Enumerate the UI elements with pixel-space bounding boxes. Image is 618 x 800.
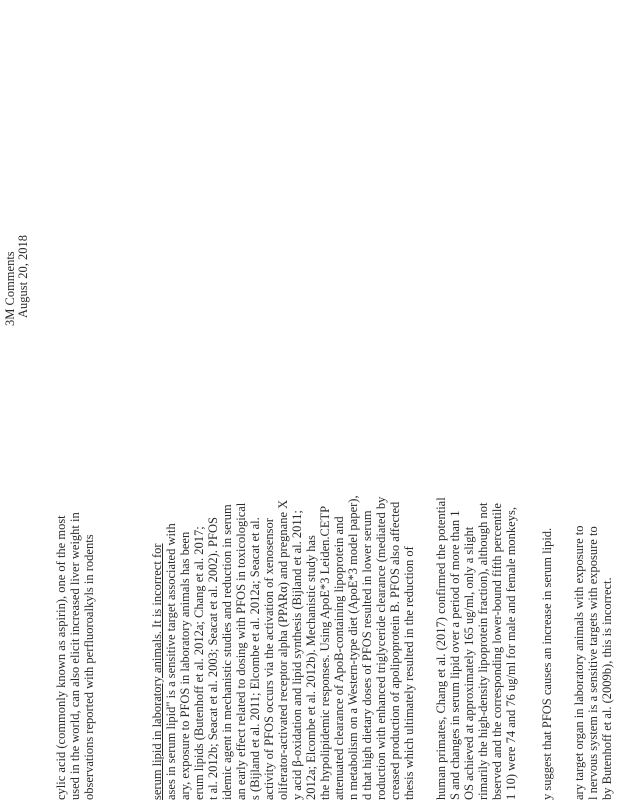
text-line: attenuated clearance of ApoB-containing lipoprotein and [332,516,346,800]
text-line: rimarily the high-density lipoprotein fraction), although not [476,502,490,800]
text-line: 2012a; Elcombe et al. 2012b). Mechanistic study has [304,535,318,800]
text-line: cylic acid (commonly known as aspirin), one of the most [54,515,68,800]
text-line: the hypolipidemic responses. Using ApoE*3 Leiden.CETP [318,505,332,800]
text-line: idemic agent in mechanistic studies and reduction in serum [220,504,234,800]
text-line: n metabolism on a Western-type diet (ApoE*3 model paper), [346,495,360,800]
text-line: y suggest that PFOS causes an increase in serum lipid. [540,527,554,800]
text-line: by Butenhoff et al. (2009b), this is incorrect. [600,577,614,800]
text-line: human primates, Chang et al. (2017) confirmed the potential [434,497,448,800]
text-line: oliferator-activated receptor alpha (PPARα) and pregnane X [276,499,290,800]
text-line: ary target organ in laboratory animals with exposure to [572,525,586,800]
text-line: an early effect related to dosing with PFOS in toxicological [234,502,248,800]
text-line: ary, exposure to PFOS in laboratory animals has been [178,531,192,800]
text-line: bserved and the corresponding lower-bound fifth percentile [490,503,504,800]
text-line: s (Bijland et al. 2011; Elcombe et al. 2012a; Seacat et al. [248,517,262,800]
text-line: observations reported with perfluoroalkyls in rodents [82,534,96,800]
text-line: ases in serum lipid" is a sensitive target associated with [164,523,178,800]
text-line: roduction with enhanced triglyceride clearance (mediated by [374,496,388,800]
text-line: erum lipids (Butenhoff et al. 2012a; Chang et al. 2017; [192,526,206,800]
text-line: activity of PFOS occurs via the activation of xenosensor [262,518,276,800]
text-line: creased production of apolipoprotein B. PFOS also affected [388,501,402,800]
text-line: y acid β-oxidation and lipid synthesis (Bijland et al. 2011; [290,510,304,800]
text-line: d that high dietary doses of PFOS resulted in lower serum [360,510,374,800]
text-line: t al. 2012b; Seacat et al. 2003; Seacat et al. 2002). PFOS [206,517,220,800]
header-title: 3M Comments [3,251,17,326]
text-line: OS achieved at approximately 165 ug/ml, only a slight [462,526,476,800]
text-line: S and changes in serum lipid over a period of more than 1 [448,510,462,800]
text-line: serum lipid in laboratory animals. It is incorrect for [150,543,164,800]
text-line: 1 10) were 74 and 76 ug/ml for male and female monkeys, [504,507,518,800]
text-line: used in the world, can also elicit increased liver weight in [68,512,82,800]
text-line: thesis which ultimately resulted in the reduction of [402,546,416,800]
text-line: l nervous system is a sensitive targets with exposure to [586,526,600,800]
header-date: August 20, 2018 [16,235,30,318]
